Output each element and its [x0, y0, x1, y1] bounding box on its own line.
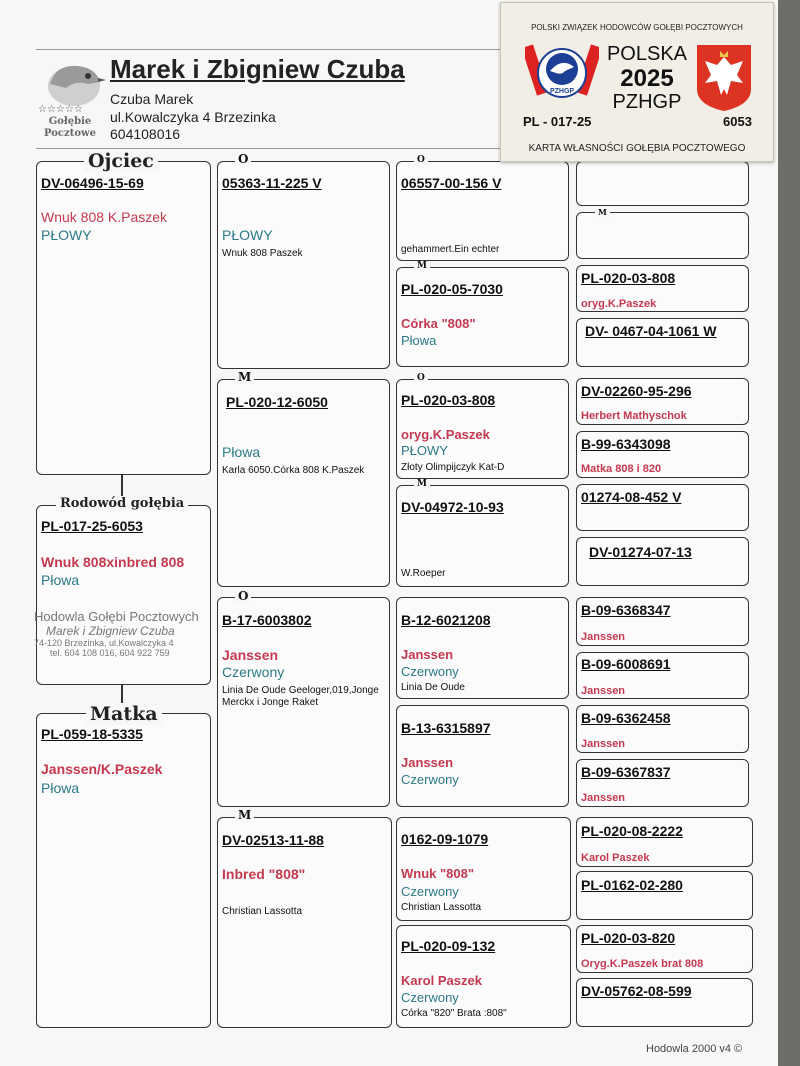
ggp-ring-9: B-09-6368347	[581, 602, 671, 618]
mmm-box	[396, 925, 571, 1028]
mmm-note: Córka "820" Brata :808"	[401, 1008, 507, 1019]
ggp-box-13	[576, 817, 753, 867]
ff-ring: 05363-11-225 V	[222, 175, 322, 191]
mmf-ring: 0162-09-1079	[401, 831, 489, 847]
ggp-sex-2: M	[595, 207, 610, 217]
ggp-name-13: Karol Paszek	[581, 852, 650, 864]
ggp-ring-15: PL-020-03-820	[581, 930, 676, 946]
mmf-color: Czerwony	[401, 884, 459, 899]
ggp-box-5	[576, 378, 749, 425]
mff-name: Janssen	[401, 647, 454, 662]
pzhgp-logo-text: PZHGP	[549, 88, 575, 95]
fmf-name: oryg.K.Paszek	[401, 427, 490, 442]
mff-box	[396, 597, 569, 699]
pedigree-label: Rodowód gołębia	[56, 496, 188, 511]
ffm-sex: M	[414, 261, 430, 271]
owner-name: Czuba Marek	[110, 91, 194, 107]
fmm-note: W.Roeper	[401, 568, 446, 579]
header-rule-bottom	[36, 148, 506, 149]
fmf-note: Złoty Olimpijczyk Kat-D	[401, 462, 505, 473]
ggp-box-10	[576, 652, 749, 699]
ggp-ring-5: DV-02260-95-296	[581, 383, 692, 399]
ggp-ring-3: PL-020-03-808	[581, 270, 676, 286]
pzhgp-logo	[525, 43, 599, 107]
fm-note: Karla 6050.Córka 808 K.Paszek	[222, 465, 365, 476]
ffm-box	[396, 267, 569, 367]
ggp-name-15: Oryg.K.Paszek brat 808	[581, 958, 704, 970]
fm-box	[217, 379, 390, 587]
owner-phone: 604108016	[110, 126, 181, 142]
connector-father	[121, 475, 123, 497]
ggp-box-9	[576, 597, 749, 646]
mmm-name: Karol Paszek	[401, 973, 482, 988]
fm-ring: PL-020-12-6050	[226, 394, 328, 410]
mff-ring: B-12-6021208	[401, 612, 491, 628]
mm-box	[217, 817, 392, 1028]
mf-ring: B-17-6003802	[222, 612, 312, 628]
ggp-box-8	[576, 537, 749, 586]
breeder-stamp	[34, 609, 214, 658]
ggp-ring-13: PL-020-08-2222	[581, 823, 683, 839]
mmm-color: Czerwony	[401, 990, 459, 1005]
father-box	[36, 161, 211, 475]
ffm-color: Płowa	[401, 333, 437, 348]
breeder-title: Marek i Zbigniew Czuba	[110, 54, 405, 84]
fff-note: gehammert.Ein echter	[401, 244, 500, 255]
fff-sex: O	[414, 155, 428, 165]
ff-sex: O	[235, 152, 251, 166]
ggp-box-1	[576, 161, 749, 206]
ggp-box-16	[576, 978, 753, 1027]
ggp-name-3: oryg.K.Paszek	[581, 298, 657, 310]
mf-box	[217, 597, 390, 807]
mfm-name: Janssen	[401, 755, 454, 770]
ggp-name-12: Janssen	[581, 792, 626, 804]
fmm-sex: M	[414, 479, 430, 489]
ff-color: PŁOWY	[222, 227, 273, 243]
fmf-box	[396, 379, 569, 479]
mff-color: Czerwony	[401, 664, 459, 679]
mf-sex: O	[235, 589, 251, 603]
logo-stars: ☆☆☆☆☆	[38, 104, 83, 115]
fff-ring: 06557-00-156 V	[401, 175, 502, 191]
father-label: Ojciec	[84, 150, 158, 172]
mmf-box	[396, 817, 571, 921]
footer-text: Hodowla 2000 v4 ©	[646, 1043, 743, 1055]
ggp-ring-11: B-09-6362458	[581, 710, 671, 726]
ggp-name-6: Matka 808 i 820	[581, 463, 662, 475]
stamp-line-4: tel. 604 108 016, 604 922 759	[50, 648, 170, 658]
ff-note: Wnuk 808 Paszek	[222, 248, 303, 259]
mother-box	[36, 713, 211, 1028]
ggp-box-6	[576, 431, 749, 478]
ggp-name-5: Herbert Mathyschok	[581, 410, 687, 422]
mfm-color: Czerwony	[401, 772, 459, 787]
fmf-color: PŁOWY	[401, 443, 448, 458]
ggp-name-9: Janssen	[581, 631, 626, 643]
stamp-line-2: Marek i Zbigniew Czuba	[46, 624, 175, 638]
mmm-ring: PL-020-09-132	[401, 938, 496, 954]
ggp-box-2	[576, 212, 749, 259]
stamp-line-3: 74-120 Brzezinka, ul.Kowalczyka 4	[34, 638, 174, 648]
pigeon-head-icon	[36, 54, 106, 110]
ggp-ring-7: 01274-08-452 V	[581, 489, 682, 505]
mm-ring: DV-02513-11-88	[222, 832, 324, 848]
father-ring: DV-06496-15-69	[41, 175, 144, 191]
ggp-ring-12: B-09-6367837	[581, 764, 671, 780]
card-year: 2025	[620, 65, 674, 92]
mf-color: Czerwony	[222, 664, 285, 680]
ggp-ring-16: DV-05762-08-599	[581, 983, 692, 999]
pigeon-color: Płowa	[41, 572, 80, 588]
ggp-box-12	[576, 759, 749, 807]
ggp-ring-8: DV-01274-07-13	[589, 544, 692, 560]
ggp-ring-6: B-99-6343098	[581, 436, 671, 452]
mother-color: Płowa	[41, 780, 80, 796]
mmf-name: Wnuk "808"	[401, 866, 475, 881]
ggp-name-11: Janssen	[581, 738, 626, 750]
card-union: POLSKI ZWIĄZEK HODOWCÓW GOŁĘBI POCZTOWYCH	[531, 23, 743, 32]
mf-name: Janssen	[222, 647, 279, 663]
father-color: PŁOWY	[41, 227, 92, 243]
card-country: POLSKA	[606, 43, 688, 65]
mfm-box	[396, 705, 569, 807]
father-name: Wnuk 808 K.Paszek	[41, 209, 168, 225]
card-footer: KARTA WŁASNOŚCI GOŁĘBIA POCZTOWEGO	[528, 143, 746, 154]
ggp-name-10: Janssen	[581, 685, 626, 697]
mf-note: Linia De Oude Geeloger,019,Jonge Merckx i Jonge Raket	[222, 685, 379, 708]
polish-eagle-icon	[695, 43, 753, 113]
pigeon-box	[36, 505, 211, 685]
pigeon-name: Wnuk 808xinbred 808	[41, 554, 185, 570]
pigeon-logo	[36, 54, 106, 144]
ggp-box-4	[576, 318, 749, 367]
ggp-box-15	[576, 925, 753, 973]
ggp-ring-4: DV- 0467-04-1061 W	[585, 323, 717, 339]
pzhgp-emblem-icon	[525, 43, 599, 107]
mother-label: Matka	[86, 703, 162, 725]
card-org: PZHGP	[612, 91, 682, 113]
owner-address: ul.Kowalczyka 4 Brzezinka	[110, 109, 276, 125]
mother-ring: PL-059-18-5335	[41, 726, 143, 742]
ggp-box-7	[576, 484, 749, 531]
mff-note: Linia De Oude	[401, 682, 465, 693]
mm-note: Christian Lassotta	[222, 906, 303, 917]
ggp-ring-14: PL-0162-02-280	[581, 877, 683, 893]
ggp-ring-10: B-09-6008691	[581, 656, 671, 672]
fff-box	[396, 161, 569, 261]
ffm-name: Córka "808"	[401, 316, 476, 331]
ff-box	[217, 161, 390, 369]
mfm-ring: B-13-6315897	[401, 720, 491, 736]
polish-emblem	[695, 43, 753, 113]
fmf-ring: PL-020-03-808	[401, 392, 496, 408]
fmm-box	[396, 485, 569, 587]
ownership-card	[500, 2, 774, 162]
mm-sex: M	[235, 808, 254, 822]
logo-text: Gołębie Pocztowe	[44, 116, 96, 139]
stamp-line-1: Hodowla Gołębi Pocztowych	[34, 609, 199, 624]
pigeon-ring: PL-017-25-6053	[41, 518, 143, 534]
mm-name: Inbred "808"	[222, 866, 306, 882]
ggp-box-3	[576, 265, 749, 312]
mother-name: Janssen/K.Paszek	[41, 761, 163, 777]
card-ring: PL - 017-25	[523, 114, 592, 129]
ggp-box-11	[576, 705, 749, 753]
mmf-note: Christian Lassotta	[401, 902, 482, 913]
fm-sex: M	[235, 370, 254, 384]
ggp-box-14	[576, 871, 753, 920]
fm-color: Płowa	[222, 444, 261, 460]
fmf-sex: O	[414, 373, 428, 383]
fmm-ring: DV-04972-10-93	[401, 499, 504, 515]
header-rule	[36, 49, 506, 50]
ffm-ring: PL-020-05-7030	[401, 281, 503, 297]
card-number: 6053	[723, 114, 752, 129]
